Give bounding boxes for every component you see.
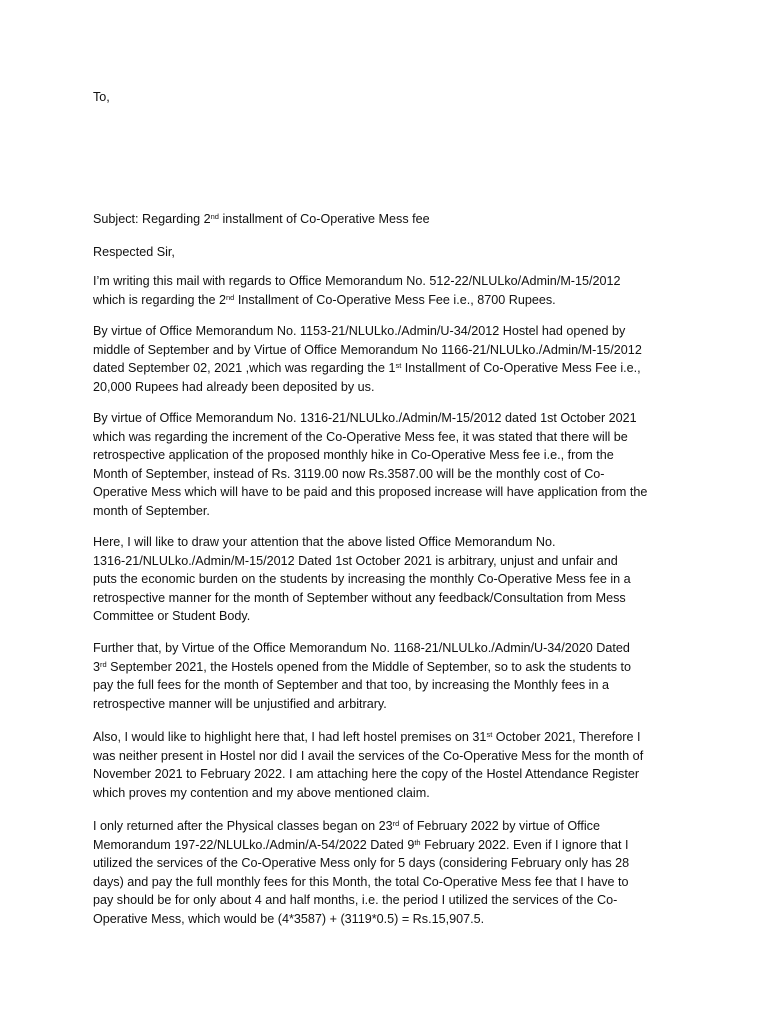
paragraph-5 [93, 639, 693, 713]
paragraph-line: retrospective manner for the month of September without any feedback/Consultation from Mess [93, 590, 626, 605]
subject-prefix: Subject: Regarding 2 [93, 212, 211, 226]
paragraph-7 [93, 817, 693, 929]
paragraph-line: Operative Mess, which would be (4*3587) + (3119*0.5) = Rs.15,907.5. [93, 911, 485, 926]
subject-line [93, 210, 693, 229]
paragraph-3 [93, 409, 693, 521]
text-run: Installment of Co-Operative Mess Fee i.e., 8700 Rupees. [234, 292, 556, 307]
ordinal-suffix: st [395, 361, 402, 371]
paragraph-line [93, 359, 693, 378]
subject-suffix: installment of Co-Operative Mess fee [218, 212, 430, 226]
text-run: October 2021, Therefore I [492, 730, 641, 744]
paragraph-line: utilized the services of the Co-Operative Mess only for 5 days (considering February only has 28 [93, 856, 630, 871]
text-run: Installment of Co-Operative Mess Fee i.e., [401, 361, 641, 376]
text-run: I only returned after the Physical classes began on 23 [93, 819, 393, 833]
text-run: dated September 02, 2021 ,which was regarding the 1 [93, 361, 396, 376]
paragraph-line: Month of September, instead of Rs. 3119.00 now Rs.3587.00 will be the monthly cost of Co- [93, 466, 605, 481]
paragraph-line: Here, I will like to draw your attention that the above listed Office Memorandum No. [93, 535, 556, 549]
text-run: which is regarding the 2 [93, 292, 227, 307]
paragraph-line: November 2021 to February 2022. I am attaching here the copy of the Hostel Attendance Register [93, 767, 640, 782]
paragraph-line: 1316-21/NLULko./Admin/M-15/2012 Dated 1st October 2021 is arbitrary, unjust and unfair and [93, 553, 618, 568]
paragraph-line: middle of September and by Virtue of Office Memorandum No 1166-21/NLULko./Admin/M-15/2012 [93, 342, 642, 357]
ordinal-suffix: th [414, 837, 421, 847]
paragraph-4 [93, 533, 693, 626]
paragraph-line: I’m writing this mail with regards to Office Memorandum No. 512-22/NLULko/Admin/M-15/2012 [93, 274, 621, 288]
greeting [93, 243, 693, 262]
paragraph-line: retrospective application of the proposed monthly hike in Co-Operative Mess fee i.e., from the [93, 448, 614, 463]
paragraph-line [93, 836, 693, 855]
ordinal-suffix: rd [392, 819, 400, 828]
paragraph-line [93, 658, 693, 677]
ordinal-suffix: st [486, 730, 493, 739]
text-run: Also, I would like to highlight here that, I had left hostel premises on 31 [93, 730, 487, 744]
paragraph-6 [93, 728, 693, 802]
subject-ordinal: nd [210, 212, 219, 221]
paragraph-line: pay should be for only about 4 and half months, i.e. the period I utilized the services of the Co- [93, 893, 618, 908]
text-run: September 2021, the Hostels opened from the Middle of September, so to ask the students to [106, 659, 632, 674]
paragraph-line: month of September. [93, 503, 210, 518]
paragraph-line [93, 291, 693, 310]
paragraph-line: 20,000 Rupees had already been deposited by us. [93, 379, 375, 394]
text-run: February 2022. Even if I ignore that I [420, 837, 629, 852]
text-run: 3 [93, 659, 101, 674]
paragraph-line: which proves my contention and my above mentioned claim. [93, 785, 430, 800]
paragraph-1 [93, 272, 693, 309]
text-run: of February 2022 by virtue of Office [399, 819, 600, 833]
text-run: Memorandum 197-22/NLULko./Admin/A-54/2022 Dated 9 [93, 837, 415, 852]
ordinal-suffix: nd [226, 292, 235, 302]
paragraph-line: Operative Mess which will have to be paid and this proposed increase will have application from the [93, 485, 648, 500]
paragraph-line: retrospective manner will be unjustified and arbitrary. [93, 696, 387, 711]
paragraph-line: By virtue of Office Memorandum No. 1153-21/NLULko./Admin/U-34/2012 Hostel had opened by [93, 324, 626, 338]
paragraph-line: Committee or Student Body. [93, 609, 251, 624]
paragraph-line: Further that, by Virtue of the Office Memorandum No. 1168-21/NLULko./Admin/U-34/2020 Dated [93, 641, 630, 655]
paragraph-line: puts the economic burden on the students by increasing the monthly Co-Operative Mess fee in a [93, 572, 631, 587]
paragraph-line: was neither present in Hostel nor did I avail the services of the Co-Operative Mess for the month of [93, 748, 644, 763]
recipient-line [93, 88, 693, 107]
greeting-text: Respected Sir, [93, 245, 175, 259]
paragraph-line [93, 817, 693, 836]
ordinal-suffix: rd [100, 659, 107, 669]
recipient-to: To, [93, 90, 110, 104]
paragraph-line: days) and pay the full monthly fees for this Month, the total Co-Operative Mess fee that I have to [93, 874, 629, 889]
paragraph-line: By virtue of Office Memorandum No. 1316-21/NLULko./Admin/M-15/2012 dated 1st October 2021 [93, 411, 637, 425]
paragraph-line [93, 728, 693, 747]
paragraph-line: pay the full fees for the month of September and that too, by increasing the Monthly fees in a [93, 678, 609, 693]
paragraph-2 [93, 322, 693, 396]
paragraph-line: which was regarding the increment of the Co-Operative Mess fee, it was stated that there will be [93, 429, 628, 444]
